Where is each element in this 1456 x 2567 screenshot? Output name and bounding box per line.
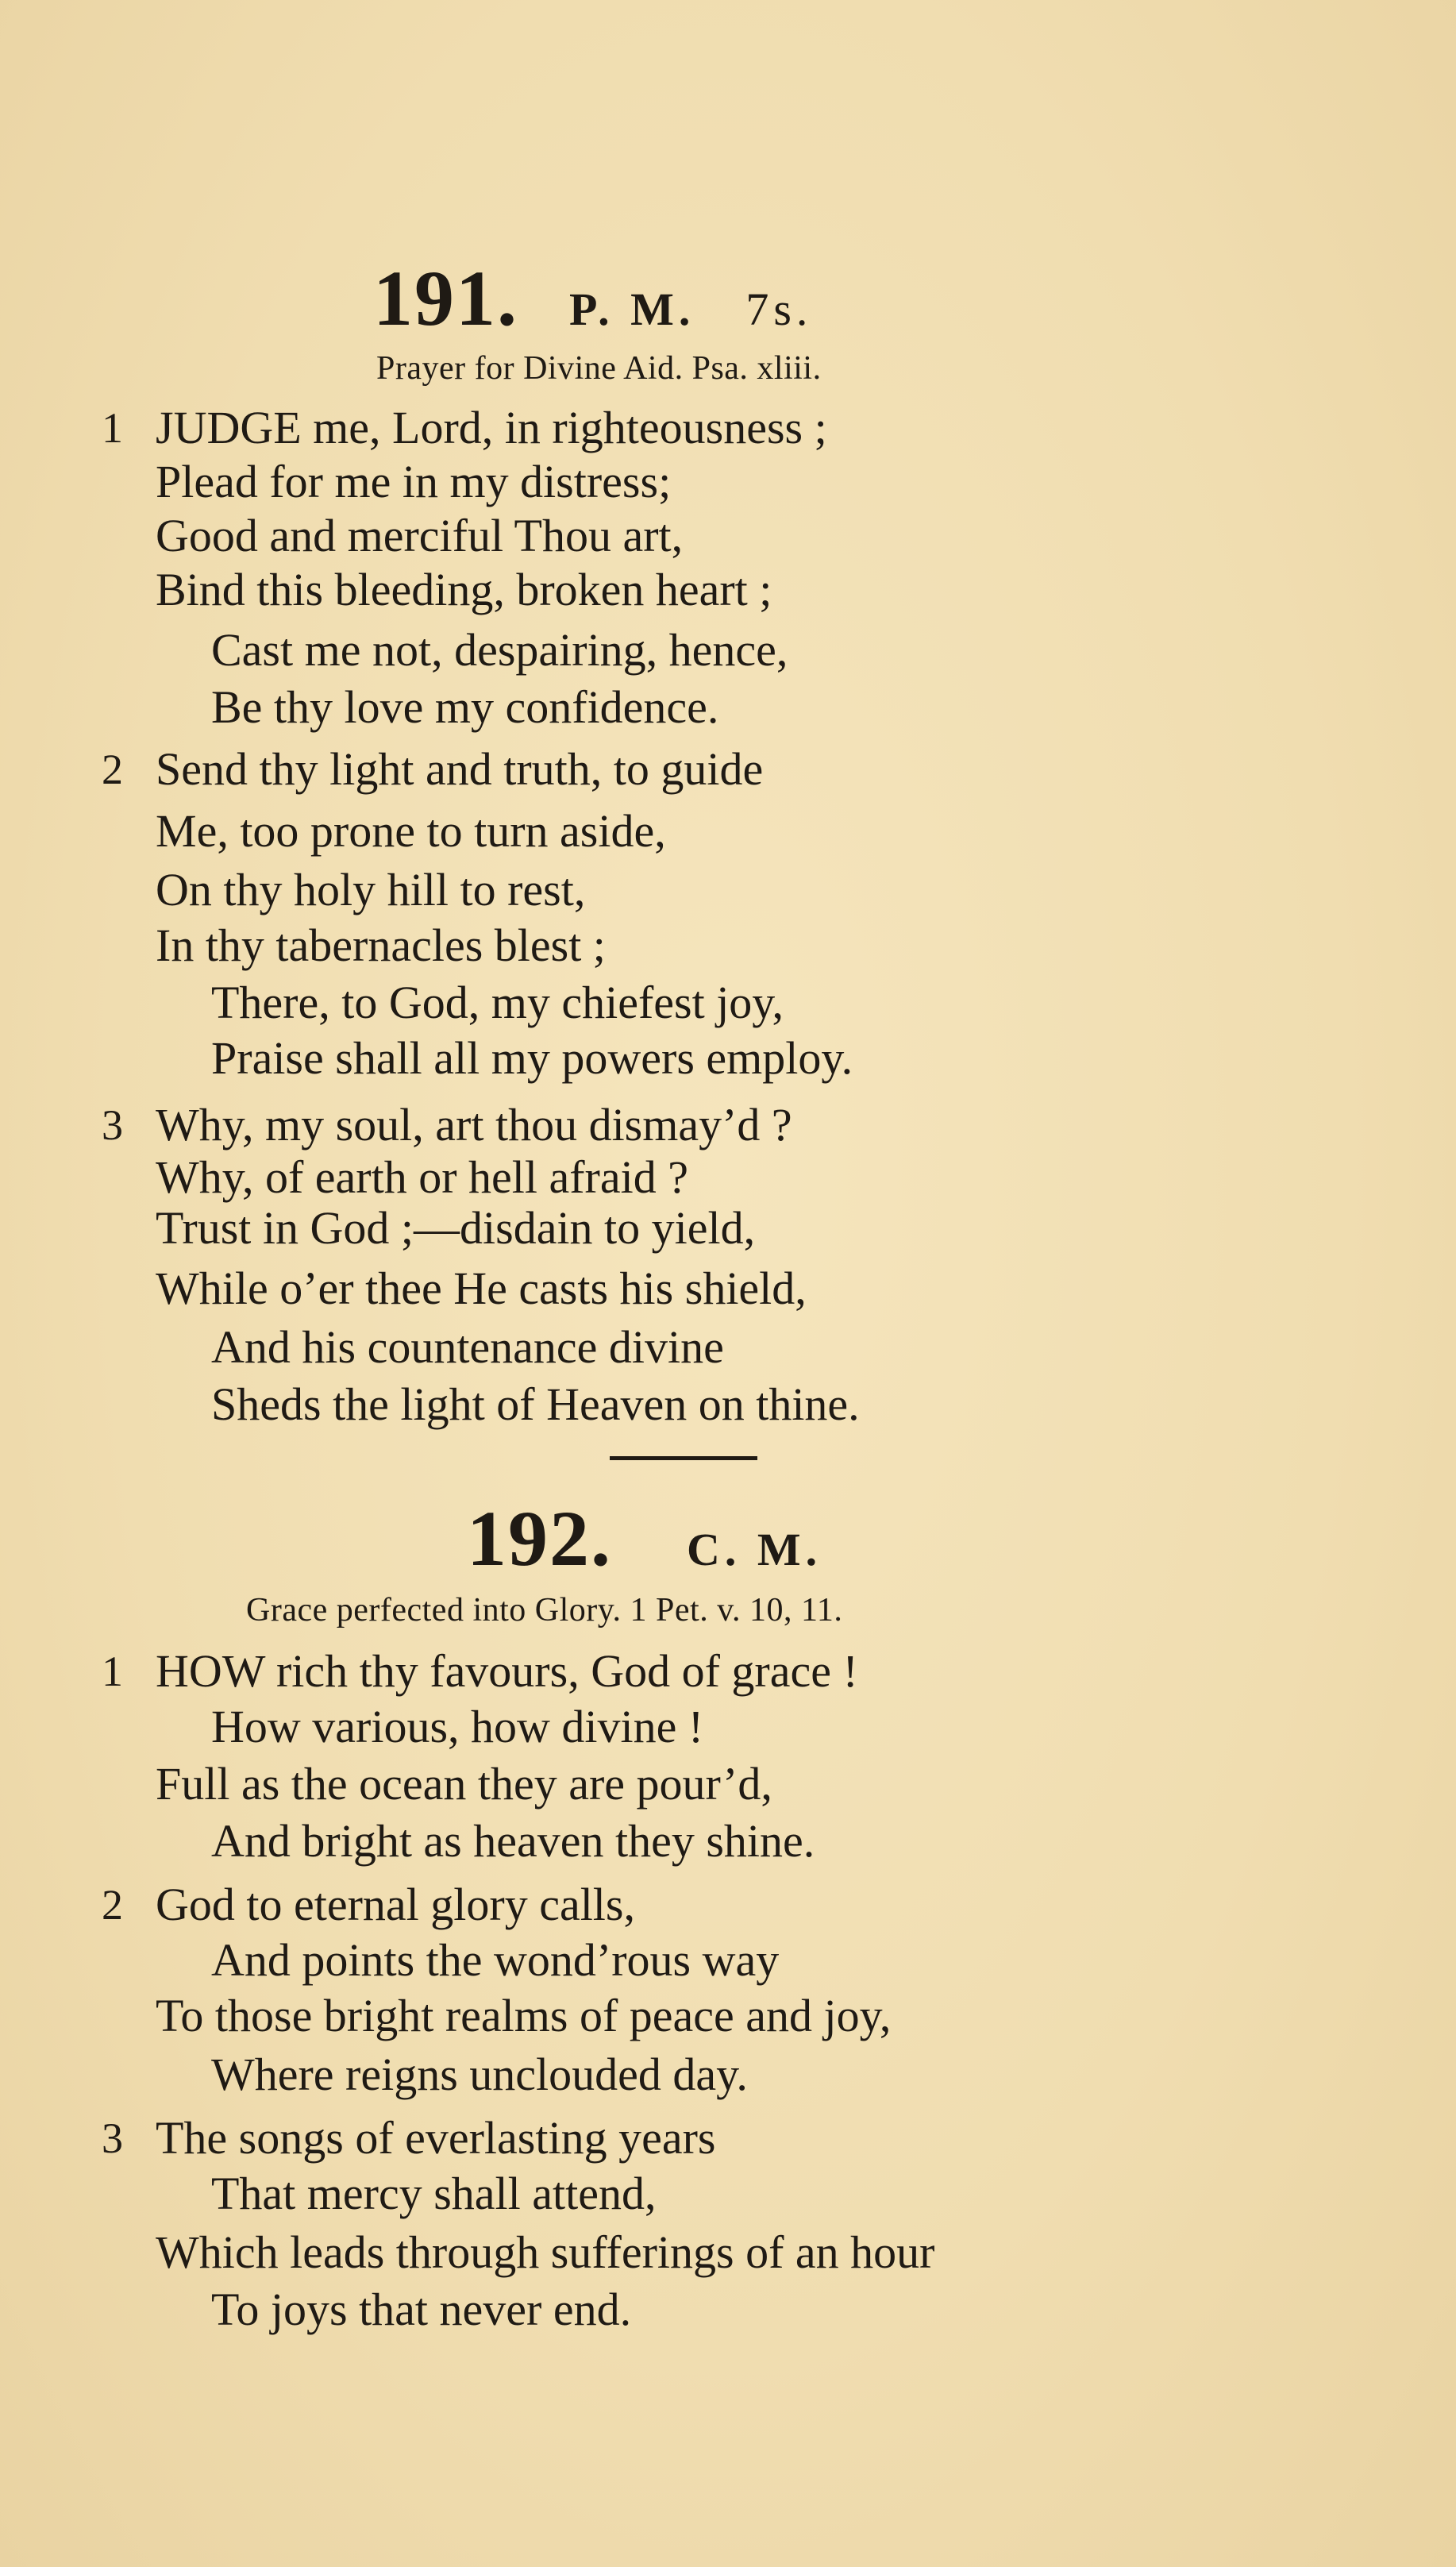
- verse-line: Why, my soul, art thou dismay’d ?: [156, 1099, 792, 1151]
- hymn-number: 192.: [467, 1494, 612, 1582]
- verse-line: How various, how divine !: [211, 1701, 704, 1752]
- verse-line: JUDGE me, Lord, in righteousness ;: [156, 402, 827, 453]
- verse-number: 1: [102, 404, 123, 452]
- verse-line: To joys that never end.: [211, 2284, 632, 2335]
- verse-line: While o’er thee He casts his shield,: [156, 1262, 807, 1314]
- hymn-192-heading: [467, 1493, 822, 1584]
- verse-line: And bright as heaven they shine.: [211, 1815, 815, 1867]
- verse-line: Where reigns unclouded day.: [211, 2049, 748, 2100]
- verse-line: God to eternal glory calls,: [156, 1879, 635, 1930]
- verse-line: Full as the ocean they are pour’d,: [156, 1758, 772, 1810]
- verse-line: Good and merciful Thou art,: [156, 510, 684, 561]
- verse-number: 3: [102, 1101, 123, 1149]
- verse-line: Sheds the light of Heaven on thine.: [211, 1378, 860, 1430]
- hymn-number: 191.: [373, 254, 518, 342]
- verse-line: Cast me not, despairing, hence,: [211, 624, 788, 676]
- verse-line: Which leads through sufferings of an hour: [156, 2226, 935, 2278]
- hymn-meter: P. M.: [569, 283, 695, 335]
- hymn-meter-extra: 7s.: [745, 283, 813, 335]
- verse-line: That mercy shall attend,: [211, 2168, 657, 2219]
- verse-line: There, to God, my chiefest joy,: [211, 977, 784, 1028]
- verse-line: Send thy light and truth, to guide: [156, 743, 764, 795]
- verse-number: 2: [102, 746, 123, 793]
- hymn-192-subtitle: Grace perfected into Glory. 1 Pet. v. 10, 11.: [246, 1592, 843, 1628]
- verse-line: Bind this bleeding, broken heart ;: [156, 564, 772, 615]
- verse-line: HOW rich thy favours, God of grace !: [156, 1645, 858, 1697]
- verse-line: Praise shall all my powers employ.: [211, 1032, 853, 1084]
- verse-line: Be thy love my confidence.: [211, 681, 719, 733]
- verse-line: On thy holy hill to rest,: [156, 864, 586, 915]
- hymn-divider: [610, 1456, 757, 1460]
- verse-line: Plead for me in my distress;: [156, 456, 672, 507]
- verse-line: And his countenance divine: [211, 1321, 724, 1373]
- hymn-meter: C. M.: [687, 1524, 822, 1575]
- verse-number: 1: [102, 1648, 123, 1695]
- hymn-191-heading: [373, 252, 812, 344]
- verse-line: To those bright realms of peace and joy,: [156, 1990, 892, 2041]
- verse-number: 3: [102, 2114, 123, 2162]
- verse-line: Trust in God ;—disdain to yield,: [156, 1202, 756, 1254]
- verse-line: The songs of everlasting years: [156, 2112, 716, 2164]
- verse-line: Me, too prone to turn aside,: [156, 805, 666, 857]
- verse-number: 2: [102, 1881, 123, 1929]
- verse-line: And points the wond’rous way: [211, 1934, 780, 1986]
- hymn-191-subtitle: Prayer for Divine Aid. Psa. xliii.: [376, 350, 822, 387]
- verse-line: Why, of earth or hell afraid ?: [156, 1151, 688, 1203]
- verse-line: In thy tabernacles blest ;: [156, 919, 606, 971]
